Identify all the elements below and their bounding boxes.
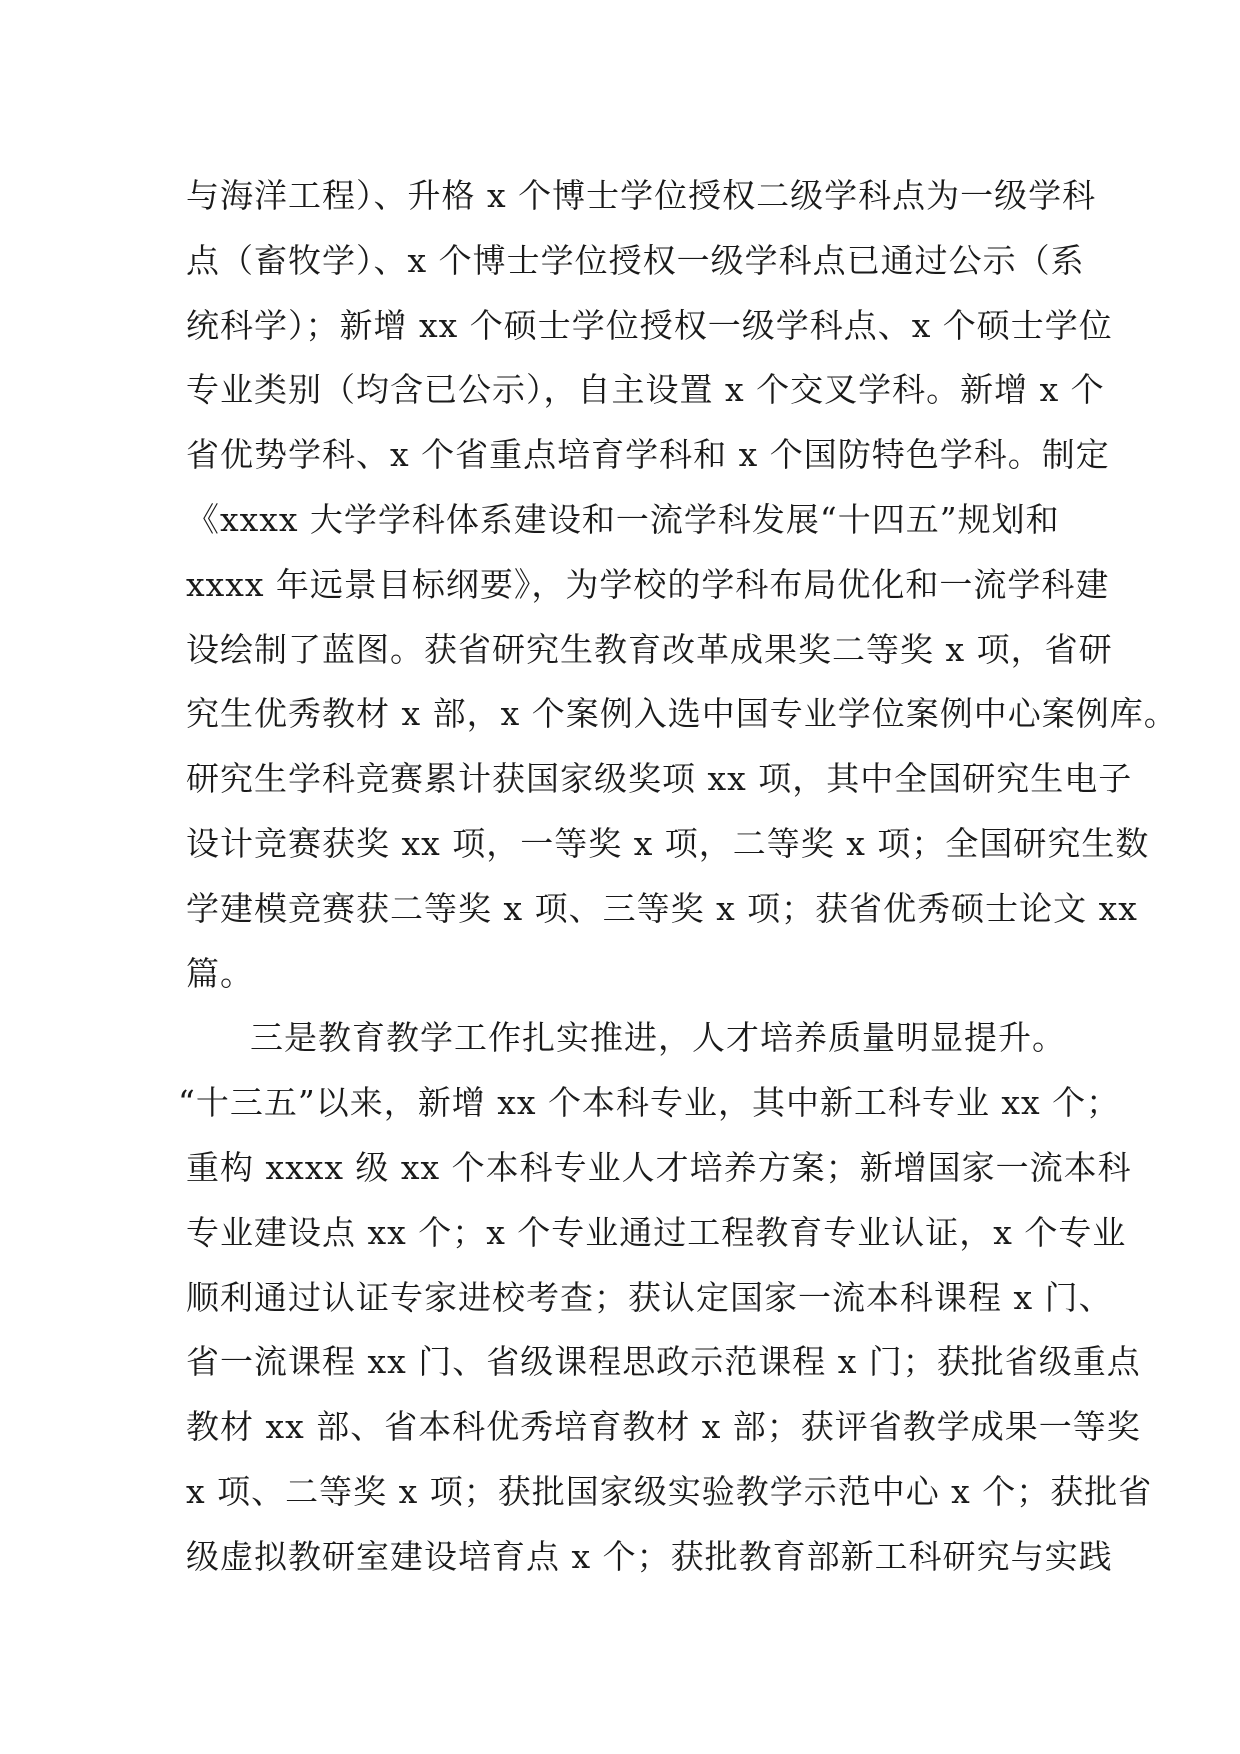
text-line: 顺利通过认证专家进校考查；获认定国家一流本科课程 x 门、	[186, 1277, 1113, 1317]
text-line: 专业类别（均含已公示），自主设置 x 个交叉学科。新增 x 个	[186, 370, 1105, 410]
text-line: 教材 xx 部、省本科优秀培育教材 x 部；获评省教学成果一等奖	[186, 1407, 1141, 1447]
text-line: 点（畜牧学）、x 个博士学位授权一级学科点已通过公示（系	[186, 240, 1085, 280]
paragraph-heading-line: 三是教育教学工作扎实推进，人才培养质量明显提升。	[250, 1018, 1066, 1058]
text-line: 与海洋工程）、升格 x 个博士学位授权二级学科点为一级学科	[186, 176, 1097, 215]
text-line: 重构 xxxx 级 xx 个本科专业人才培养方案；新增国家一流本科	[186, 1147, 1132, 1187]
text-line: xxxx 年远景目标纲要》，为学校的学科布局优化和一流学科建	[186, 564, 1110, 604]
text-line: “十三五”以来，新增 xx 个本科专业，其中新工科专业 xx 个；	[178, 1083, 1121, 1123]
text-line: 专业建设点 xx 个；x 个专业通过工程教育专业认证，x 个专业	[186, 1212, 1127, 1252]
text-line: 统科学）；新增 xx 个硕士学位授权一级学科点、x 个硕士学位	[186, 305, 1113, 345]
text-line: 研究生学科竞赛累计获国家级奖项 xx 项，其中全国研究生电子	[186, 759, 1133, 799]
text-line: 《xxxx 大学学科体系建设和一流学科发展“十四五”规划和	[186, 499, 1060, 539]
text-line: 级虚拟教研室建设培育点 x 个；获批教育部新工科研究与实践	[186, 1536, 1113, 1576]
text-line: 设计竞赛获奖 xx 项，一等奖 x 项，二等奖 x 项；全国研究生数	[186, 823, 1150, 863]
text-line: x 项、二等奖 x 项；获批国家级实验教学示范中心 x 个；获批省	[186, 1471, 1153, 1511]
text-line: 省优势学科、x 个省重点培育学科和 x 个国防特色学科。制定	[186, 435, 1110, 475]
text-line: 省一流课程 xx 门、省级课程思政示范课程 x 门；获批省级重点	[186, 1342, 1141, 1382]
text-line: 篇。	[186, 953, 254, 993]
text-line: 究生优秀教材 x 部，x 个案例入选中国专业学位案例中心案例库。	[186, 694, 1178, 734]
text-line: 学建模竞赛获二等奖 x 项、三等奖 x 项；获省优秀硕士论文 xx	[186, 888, 1138, 928]
body-text	[178, 164, 1178, 1590]
text-line: 设绘制了蓝图。获省研究生教育改革成果奖二等奖 x 项，省研	[186, 629, 1113, 669]
